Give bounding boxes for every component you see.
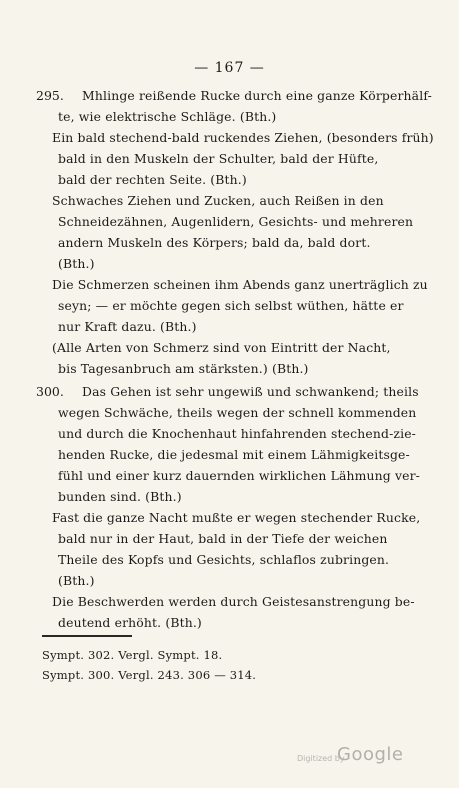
text-line: Ein bald stechend-bald ruckendes Ziehen, (besonders früh) (52, 130, 434, 145)
text-line: te, wie elektrische Schläge. (Bth.) (58, 109, 277, 124)
entry-number: 295. (36, 88, 64, 103)
text-line: seyn; — er möchte gegen sich selbst wüthen, hätte er (58, 298, 404, 313)
text-line: (Bth.) (58, 256, 95, 271)
google-logo: Google (337, 744, 404, 765)
text-line: wegen Schwäche, theils wegen der schnell kommenden (58, 405, 417, 420)
page-number: — 167 — (194, 60, 265, 76)
text-line: henden Rucke, die jedesmal mit einem Lähmigkeitsge- (58, 447, 410, 462)
digitized-by-label: Digitized by (297, 754, 345, 763)
footnote: Sympt. 300. Vergl. 243. 306 — 314. (42, 668, 257, 682)
text-line: bald nur in der Haut, bald in der Tiefe der weichen (58, 531, 388, 546)
text-line: (Bth.) (58, 573, 95, 588)
text-line: andern Muskeln des Körpers; bald da, bald dort. (58, 235, 371, 250)
page-body (36, 85, 434, 633)
text-line: Die Beschwerden werden durch Geistesanstrengung be- (52, 594, 415, 609)
paragraph (44, 274, 428, 337)
text-line: bis Tagesanbruch am stärksten.) (Bth.) (58, 361, 309, 376)
text-line: bunden sind. (Bth.) (58, 489, 182, 504)
entry-number: 300. (36, 384, 64, 399)
footnote: Sympt. 302. Vergl. Sympt. 18. (42, 648, 223, 662)
paragraph (44, 127, 434, 190)
paragraph (44, 507, 421, 591)
text-line: Schneidezähnen, Augenlidern, Gesichts- und mehreren (58, 214, 414, 229)
footnotes (42, 645, 402, 685)
text-line: deutend erhöht. (Bth.) (58, 615, 202, 630)
text-line: nur Kraft dazu. (Bth.) (58, 319, 197, 334)
text-line: bald der rechten Seite. (Bth.) (58, 172, 247, 187)
text-line: und durch die Knochenhaut hinfahrenden stechend-zie- (58, 426, 417, 441)
text-line: bald in den Muskeln der Schulter, bald der Hüfte, (58, 151, 379, 166)
entry-295 (36, 85, 434, 379)
paragraph (44, 190, 414, 274)
text-line: Die Schmerzen scheinen ihm Abends ganz unerträglich zu (52, 277, 428, 292)
text-line: fühl und einer kurz dauernden wirklichen Lähmung ver- (58, 468, 421, 483)
paragraph (44, 337, 391, 379)
paragraph (44, 591, 415, 633)
text-line: Mhlinge reißende Rucke durch eine ganze Körperhälf- (82, 88, 432, 103)
text-line: (Alle Arten von Schmerz sind von Eintritt der Nacht, (52, 340, 391, 355)
text-line: Theile des Kopfs und Gesichts, schlaflos zubringen. (58, 552, 390, 567)
paragraph (44, 85, 432, 127)
text-line: Fast die ganze Nacht mußte er wegen stechender Rucke, (52, 510, 421, 525)
footnote-divider (42, 635, 132, 637)
text-line: Schwaches Ziehen und Zucken, auch Reißen in den (52, 193, 384, 208)
text-line: Das Gehen ist sehr ungewiß und schwankend; theils (82, 384, 419, 399)
entry-300 (36, 381, 421, 633)
paragraph (44, 381, 421, 507)
